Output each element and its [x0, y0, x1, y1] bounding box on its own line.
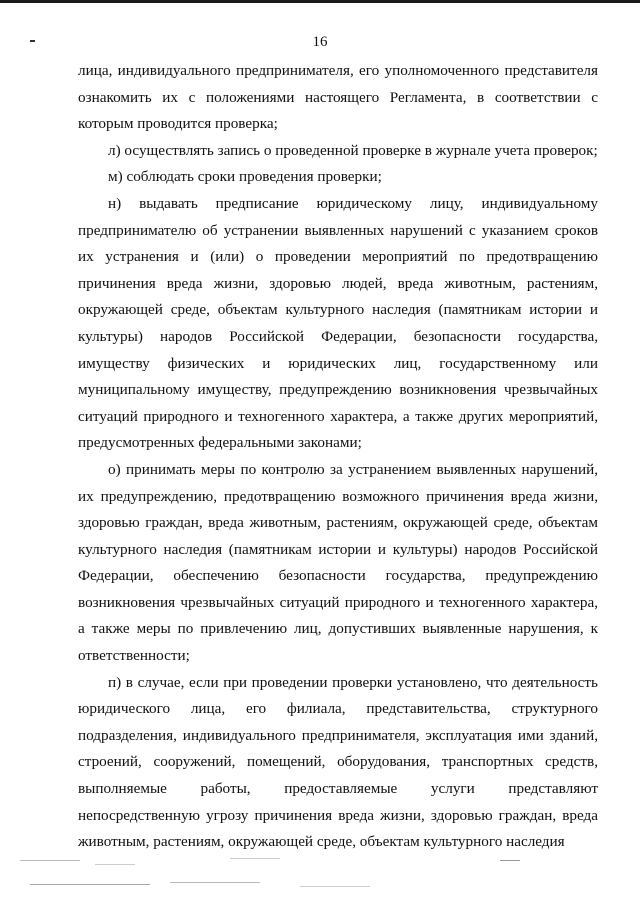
paragraph-continuation: лица, индивидуального предпринимателя, его уполномоченного представителя ознакомить их с положениями настоящего Регламента, в соответствии с которым проводится проверка; [78, 62, 598, 133]
scan-noise-artifacts [0, 850, 640, 905]
paragraph-item-l: л) осуществлять запись о проведенной проверке в журнале учета проверок; [108, 141, 598, 159]
page-number: 16 [312, 34, 328, 50]
paragraph-item-p: п) в случае, если при проведении проверки установлено, что деятельность юридического лица, его филиала, представительства, структурного подразделения, индивидуального предпринимателя, эксплуатация ими зданий, строений, сооружений, помещений, оборудования, транспортных средств, выполняемые работы, предоставляемые услуги представляют непосредственную угрозу причинения вреда жизни, здоровью граждан, вреда животным, растениям, окружающей среде, объектам культурного наследия [78, 673, 598, 851]
paragraph-item-m: м) соблюдать сроки проведения проверки; [108, 168, 382, 186]
page-top-border [0, 0, 640, 3]
paragraph-item-n: н) выдавать предписание юридическому лицу, индивидуальному предпринимателю об устранении выявленных нарушений с указанием сроков их устранения и (или) о проведении мероприятий по предотвращению причинения вреда жизни, здоровью людей, вреда животным, растениям, окружающей среде, объектам культурного наследия (памятникам истории и культуры) народов Российской Федерации, безопасности государства, имуществу физических и юридических лиц, государственному или муниципальному имуществу, предупреждению возникновения чрезвычайных ситуаций природного и техногенного характера, а также других мероприятий, предусмотренных федеральными законами; [78, 194, 598, 452]
document-body [78, 58, 598, 856]
paragraph-item-o: о) принимать меры по контролю за устранением выявленных нарушений, их предупреждению, предотвращению возможного причинения вреда жизни, здоровью граждан, вреда животным, растениям, окружающей среде, объектам культурного наследия (памятникам истории и культуры) народов Российской Федерации, обеспечению безопасности государства, предупреждению возникновения чрезвычайных ситуаций природного и техногенного характера, а также меры по привлечению лиц, допустивших выявленные нарушения, к ответственности; [78, 460, 598, 665]
